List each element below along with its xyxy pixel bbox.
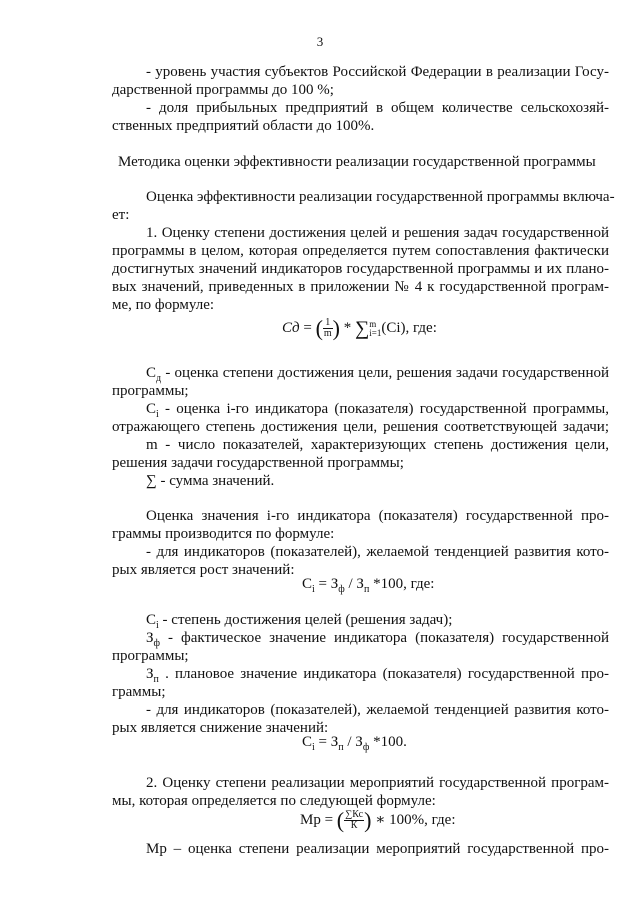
paren-open: ( [315,315,323,341]
paragraph-line: вых значений, приведенных в приложении № 4 к государственной програм- [112,279,609,295]
paragraph-line: ет: [112,207,130,223]
symbol-sub: i [156,620,159,631]
paragraph-line: Мр – оценка степени реализации мероприятий государственной про- [146,841,609,857]
paragraph-line: решения задачи государственной программы; [112,455,404,471]
formula-lhs: Мр = [300,811,337,828]
formula-lhs-sub: i [312,742,315,753]
paragraph-line: Оценка эффективности реализации государственной программы включа- [146,189,615,205]
formula-decrease [302,733,407,757]
symbol-sub: п [153,674,159,685]
sum-limits [369,320,381,338]
paragraph-line: достигнутых значений индикаторов государственной программы и их плано- [112,261,609,277]
paragraph-line: программы в целом, которая определяется путем сопоставления фактически [112,243,609,259]
section-heading: Методика оценки эффективности реализации государственной программы [118,154,596,170]
formula-eq: = З [314,734,339,750]
symbol: С [146,612,157,628]
paragraph-line: программы; [112,383,189,399]
formula-tail: *100. [369,734,407,750]
paragraph-line: отражающего степень достижения цели, решения соответствующей задачи; [112,419,609,435]
formula-sub: ф [338,584,345,595]
paragraph-line: программы; [112,648,189,664]
formula-sub: п [338,742,344,753]
paragraph-line: - для индикаторов (показателей), желаемой тенденцией развития кото- [146,544,609,560]
formula-growth [302,575,434,599]
page-number: 3 [316,34,324,49]
formula-sub: ф [362,742,370,753]
formula-div: / З [343,734,363,750]
paragraph-line: - для индикаторов (показателей), желаемой тенденцией развития кото- [146,702,609,718]
formula-arg: (Ci), где: [381,319,437,336]
definition-text: - фактическое значение индикатора (показателя) государственной [160,630,609,646]
definition-text: - оценка i-го индикатора (показателя) государственной программы, [158,401,609,417]
paren-open: ( [336,807,345,833]
paragraph-line: граммы производится по формуле: [112,526,335,542]
paragraph-line: мы, которая определяется по следующей формуле: [112,793,436,809]
paragraph-line: дарственной программы до 100 %; [112,82,334,98]
formula-eq: = [299,319,316,336]
paragraph-line: ∑ - сумма значений. [146,473,275,489]
sum-symbol: ∑ [355,317,370,340]
paragraph-line: 2. Оценку степени реализации мероприятий государственной програм- [146,775,609,791]
definition-text: - оценка степени достижения цели, решения задачи государственной [161,365,609,381]
sum-lower: i=1 [369,327,382,338]
formula-lhs: Сд [282,319,300,336]
paragraph-line: граммы; [112,684,166,700]
symbol-sub: i [156,409,159,420]
sum-upper: m [369,318,377,329]
paragraph-line: - доля прибыльных предприятий в общем количестве сельскохозяй- [146,100,609,116]
formula-div: / З [344,576,364,592]
formula-measures [300,807,456,833]
symbol: С [146,365,157,381]
paragraph-line: m - число показателей, характеризующих степень достижения цели, [146,437,609,453]
symbol: З [146,630,154,646]
fraction-denominator: m [323,328,332,339]
fraction-denominator: К [350,820,358,831]
formula-lhs: С [302,576,313,592]
paren-close: ) [332,315,340,341]
formula-achievement [282,315,437,341]
fraction [344,810,364,831]
symbol: З [146,666,154,682]
paragraph-line: рых является рост значений: [112,562,295,578]
paragraph-line: Оценка значения i-го индикатора (показателя) государственной про- [146,508,609,524]
symbol-sub: ф [153,638,160,649]
formula-sub: п [363,584,370,595]
formula-tail: *100, где: [369,576,435,592]
symbol: С [146,401,157,417]
definition-text: . плановое значение индикатора (показателя) государственной про- [158,666,609,682]
formula-lhs-sub: i [312,584,315,595]
formula-mul: * [340,319,355,336]
paragraph-line: - уровень участия субъектов Российской Федерации в реализации Госу- [146,64,609,80]
paren-close: ) [364,807,372,833]
definition-text: - степень достижения целей (решения задач); [158,612,453,628]
fraction [323,318,333,339]
symbol-sub: д [156,373,162,384]
formula-tail: ∗ 100%, где: [371,811,456,828]
formula-lhs: С [302,734,313,750]
fraction-numerator: 1 [323,318,333,329]
paragraph-line: 1. Оценку степени достижения целей и решения задач государственной [146,225,609,241]
paragraph-line: ственных предприятий области до 100%. [112,118,375,134]
paragraph-line: рых является снижение значений: [112,720,329,736]
formula-eq: = З [314,576,339,592]
paragraph-line: ме, по формуле: [112,297,215,313]
fraction-numerator: ∑Кс [345,809,364,820]
